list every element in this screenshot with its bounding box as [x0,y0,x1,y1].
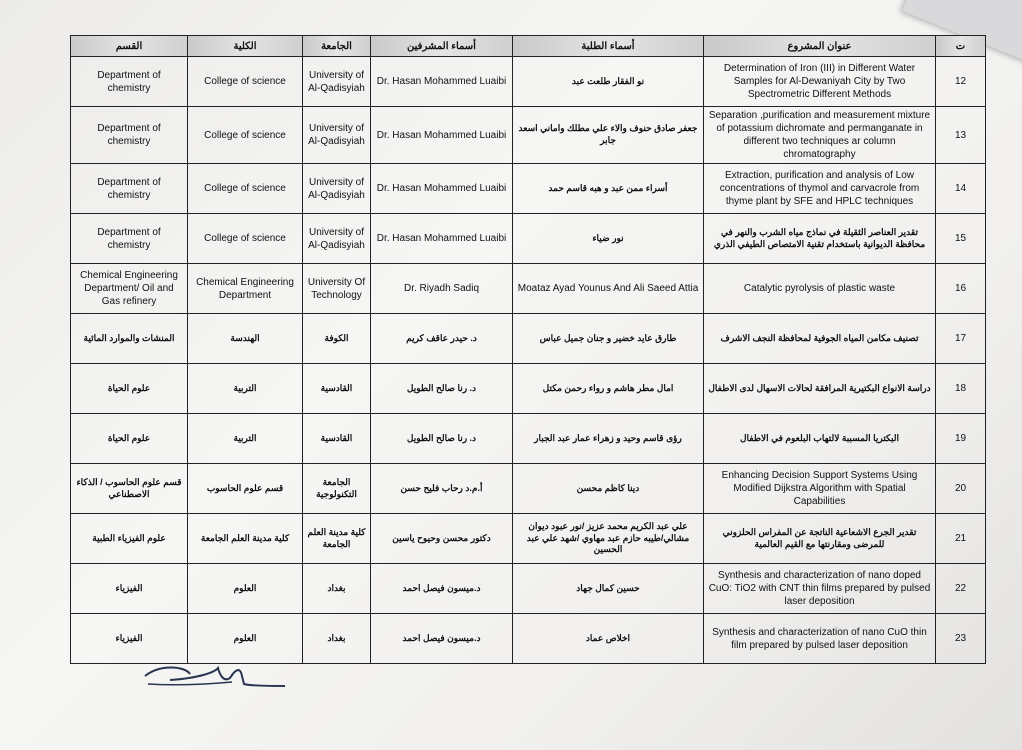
table-row [71,564,986,614]
cell-department: Department of chemistry [71,214,188,264]
cell-students: جعفر صادق حنوف والاء علي مطلك واماني اسعد جابر [513,107,704,164]
cell-college: التربية [188,364,303,414]
cell-title: Determination of Iron (III) in Different Water Samples for Al-Dewaniyah City by Two Spectrometric Different Methods [704,57,936,107]
cell-university: القادسية [303,414,371,464]
cell-supervisors: Dr. Hasan Mohammed Luaibi [371,57,513,107]
table-row [71,614,986,664]
cell-department: الفيزياء [71,564,188,614]
table-row [71,57,986,107]
cell-university: University Of Technology [303,264,371,314]
cell-college: التربية [188,414,303,464]
cell-department: Chemical Engineering Department/ Oil and Gas refinery [71,264,188,314]
table-row [71,414,986,464]
cell-students: رؤى قاسم وحيد و زهراء عمار عبد الجبار [513,414,704,464]
cell-supervisors: د.ميسون فيصل احمد [371,614,513,664]
cell-num: 20 [936,464,986,514]
cell-college: College of science [188,57,303,107]
cell-students: أسراء ممن عبد و هبه قاسم حمد [513,164,704,214]
cell-department: Department of chemistry [71,57,188,107]
header-supervisors: أسماء المشرفين [371,36,513,57]
cell-supervisors: Dr. Riyadh Sadiq [371,264,513,314]
cell-title: تقدير العناصر الثقيلة في نماذج مياه الشرب والنهر في محافظة الديوانية باستخدام تقنية الامتصاص الطيفي الذري [704,214,936,264]
cell-students: طارق عايد خضير و جنان جميل عباس [513,314,704,364]
signature [140,662,290,697]
cell-university: كلية مدينة العلم الجامعة [303,514,371,564]
cell-students: Moataz Ayad Younus And Ali Saeed Attia [513,264,704,314]
header-row [71,36,986,57]
cell-students: حسين كمال جهاد [513,564,704,614]
cell-title: Enhancing Decision Support Systems Using Modified Dijkstra Algorithm with Spatial Capabilities [704,464,936,514]
cell-college: قسم علوم الحاسوب [188,464,303,514]
cell-num: 22 [936,564,986,614]
cell-university: الجامعة التكنولوجية [303,464,371,514]
cell-students: دينا كاظم محسن [513,464,704,514]
cell-num: 17 [936,314,986,364]
header-num: ت [936,36,986,57]
table-row [71,314,986,364]
cell-supervisors: Dr. Hasan Mohammed Luaibi [371,107,513,164]
cell-supervisors: Dr. Hasan Mohammed Luaibi [371,164,513,214]
cell-supervisors: Dr. Hasan Mohammed Luaibi [371,214,513,264]
cell-department: علوم الحياة [71,414,188,464]
cell-title: دراسة الانواع البكتيرية المرافقة لحالات الاسهال لدى الاطفال [704,364,936,414]
cell-students: علي عبد الكريم محمد عزيز /نور عبود ديوان مشالي/طيبه حازم عبد مهاوي /شهد علي عبد الحسين [513,514,704,564]
table-row [71,164,986,214]
cell-supervisors: د.ميسون فيصل احمد [371,564,513,614]
cell-supervisors: دكتور محسن وحيوح ياسين [371,514,513,564]
cell-title: Synthesis and characterization of nano CuO thin film prepared by pulsed laser deposition [704,614,936,664]
cell-university: الكوفة [303,314,371,364]
projects-table [70,35,986,664]
cell-supervisors: د. رنا صالح الطويل [371,414,513,464]
cell-num: 18 [936,364,986,414]
cell-supervisors: د. حيدر عاقف كريم [371,314,513,364]
table-row [71,514,986,564]
cell-num: 19 [936,414,986,464]
cell-num: 23 [936,614,986,664]
cell-department: Department of chemistry [71,107,188,164]
table-row [71,364,986,414]
cell-college: College of science [188,164,303,214]
cell-department: علوم الفيزياء الطبية [71,514,188,564]
cell-college: College of science [188,107,303,164]
cell-university: بغداد [303,564,371,614]
cell-num: 14 [936,164,986,214]
cell-num: 21 [936,514,986,564]
cell-college: الهندسة [188,314,303,364]
cell-num: 16 [936,264,986,314]
cell-title: Catalytic pyrolysis of plastic waste [704,264,936,314]
cell-college: كلية مدينة العلم الجامعة [188,514,303,564]
cell-num: 15 [936,214,986,264]
cell-college: العلوم [188,564,303,614]
cell-title: Separation ,purification and measurement mixture of potassium dichromate and permanganate in different two techniques ar column chromatography [704,107,936,164]
cell-title: Extraction, purification and analysis of Low concentrations of thymol and carvacrole from thyme plant by SFE and HPLC techniques [704,164,936,214]
cell-university: University of Al-Qadisyiah [303,107,371,164]
cell-supervisors: د. رنا صالح الطويل [371,364,513,414]
cell-college: College of science [188,214,303,264]
cell-university: القادسية [303,364,371,414]
cell-num: 12 [936,57,986,107]
cell-students: نو الفقار طلعت عبد [513,57,704,107]
cell-title: Synthesis and characterization of nano doped CuO: TiO2 with CNT thin films prepared by pulsed laser deposition [704,564,936,614]
cell-students: امال مطر هاشم و رواء رحمن مكتل [513,364,704,414]
cell-supervisors: أ.م.د رحاب فليح حسن [371,464,513,514]
table-row [71,214,986,264]
cell-department: علوم الحياة [71,364,188,414]
cell-title: تصنيف مكامن المياه الجوفية لمحافظة النجف الاشرف [704,314,936,364]
cell-title: البكتريا المسببة لالتهاب البلعوم في الاطفال [704,414,936,464]
cell-university: University of Al-Qadisyiah [303,214,371,264]
table-row [71,264,986,314]
cell-department: Department of chemistry [71,164,188,214]
header-department: القسم [71,36,188,57]
cell-college: العلوم [188,614,303,664]
cell-students: اخلاص عماد [513,614,704,664]
header-students: أسماء الطلبة [513,36,704,57]
table-row [71,107,986,164]
cell-department: الفيزياء [71,614,188,664]
header-university: الجامعة [303,36,371,57]
cell-university: University of Al-Qadisyiah [303,57,371,107]
cell-university: University of Al-Qadisyiah [303,164,371,214]
cell-students: نور ضياء [513,214,704,264]
header-title: عنوان المشروع [704,36,936,57]
cell-num: 13 [936,107,986,164]
cell-department: قسم علوم الحاسوب / الذكاء الاصطناعي [71,464,188,514]
table-row [71,464,986,514]
cell-department: المنشات والموارد المائية [71,314,188,364]
header-college: الكلية [188,36,303,57]
cell-university: بغداد [303,614,371,664]
cell-college: Chemical Engineering Department [188,264,303,314]
cell-title: تقدير الجرع الاشعاعية الناتجة عن المفراس الحلزوني للمرضى ومقارنتها مع القيم العالمية [704,514,936,564]
